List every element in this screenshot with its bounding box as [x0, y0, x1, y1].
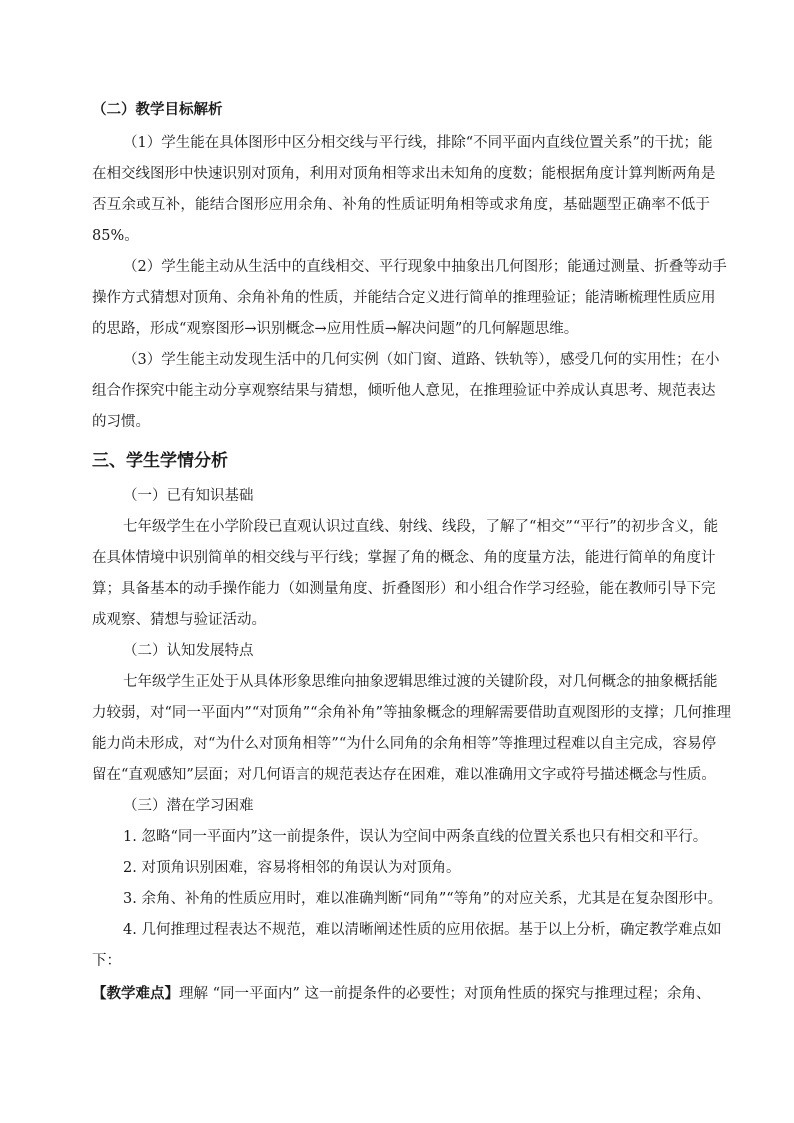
section-heading-student-analysis: 三、学生学情分析 — [92, 451, 228, 471]
paragraph-line: 成观察、猜想与验证活动。 — [92, 612, 266, 628]
paragraph-line: 算；具备基本的动手操作能力（如测量角度、折叠图形）和小组合作学习经验，能在教师引导下完 — [92, 581, 716, 597]
section-heading-goals: （二）教学目标解析 — [92, 101, 223, 118]
paragraph-line: 能力尚未形成，对“为什么对顶角相等”“为什么同角的余角相等”等推理过程难以自主完成，容易停 — [92, 736, 717, 752]
teaching-difficulty-line — [92, 984, 711, 1004]
teaching-difficulty-text: 理解 “同一平面内” 这一前提条件的必要性；对顶角性质的探究与推理过程；余角、 — [179, 986, 711, 1002]
paragraph-line: 的习惯。 — [92, 414, 150, 430]
list-item: 1. 忽略“同一平面内”这一前提条件，误认为空间中两条直线的位置关系也只有相交和平行。 — [123, 829, 708, 845]
subheading-prior-knowledge: （一）已有知识基础 — [123, 488, 254, 504]
paragraph-line: 在具体情境中识别简单的相交线与平行线；掌握了角的概念、角的度量方法，能进行简单的角度计 — [92, 550, 716, 566]
paragraph-line: 85%。 — [92, 228, 139, 244]
paragraph-line: 七年级学生在小学阶段已直观认识过直线、射线、线段，了解了“相交”“平行”的初步含义，能 — [123, 519, 719, 535]
paragraph-line: 的思路，形成“观察图形→识别概念→应用性质→解决问题”的几何解题思维。 — [92, 321, 579, 337]
paragraph-line: 否互余或互补，能结合图形应用余角、补角的性质证明角相等或求角度，基础题型正确率不低于 — [92, 197, 710, 213]
list-item: 4. 几何推理过程表达不规范，难以清晰阐述性质的应用依据。基于以上分析，确定教学难点如 — [123, 922, 722, 938]
list-item: 2. 对顶角识别困难，容易将相邻的角误认为对顶角。 — [123, 860, 461, 876]
subheading-cognitive-development: （二）认知发展特点 — [123, 643, 254, 659]
paragraph-line: 操作方式猜想对顶角、余角补角的性质，并能结合定义进行简单的推理验证；能清晰梳理性质应用 — [92, 290, 716, 306]
paragraph-line: 力较弱，对“同一平面内”“对顶角”“余角补角”等抽象概念的理解需要借助直观图形的支撑；几何推理 — [92, 705, 731, 721]
paragraph-line: （2）学生能主动从生活中的直线相交、平行现象中抽象出几何图形；能通过测量、折叠等动手 — [123, 259, 727, 275]
subheading-learning-difficulties: （三）潜在学习困难 — [123, 798, 254, 814]
paragraph-line: 组合作探究中能主动分享观察结果与猜想，倾听他人意见，在推理验证中养成认真思考、规范表达 — [92, 383, 716, 399]
teaching-difficulty-label: 【教学难点】 — [92, 985, 179, 1002]
list-item: 3. 余角、补角的性质应用时，难以准确判断“同角”“等角”的对应关系，尤其是在复杂图形中。 — [123, 891, 723, 907]
paragraph-line: （1）学生能在具体图形中区分相交线与平行线，排除“不同平面内直线位置关系”的干扰；能 — [123, 135, 713, 151]
paragraph-line: 七年级学生正处于从具体形象思维向抽象逻辑思维过渡的关键阶段，对几何概念的抽象概括能 — [123, 674, 718, 690]
list-item-continuation: 下： — [92, 953, 121, 969]
paragraph-line: 在相交线图形中快速识别对顶角，利用对顶角相等求出未知角的度数；能根据角度计算判断两角是 — [92, 166, 716, 182]
paragraph-line: （3）学生能主动发现生活中的几何实例（如门窗、道路、铁轨等），感受几何的实用性；在小 — [123, 352, 720, 368]
paragraph-line: 留在“直观感知”层面；对几何语言的规范表达存在困难，难以准确用文字或符号描述概念与性质。 — [92, 767, 716, 783]
